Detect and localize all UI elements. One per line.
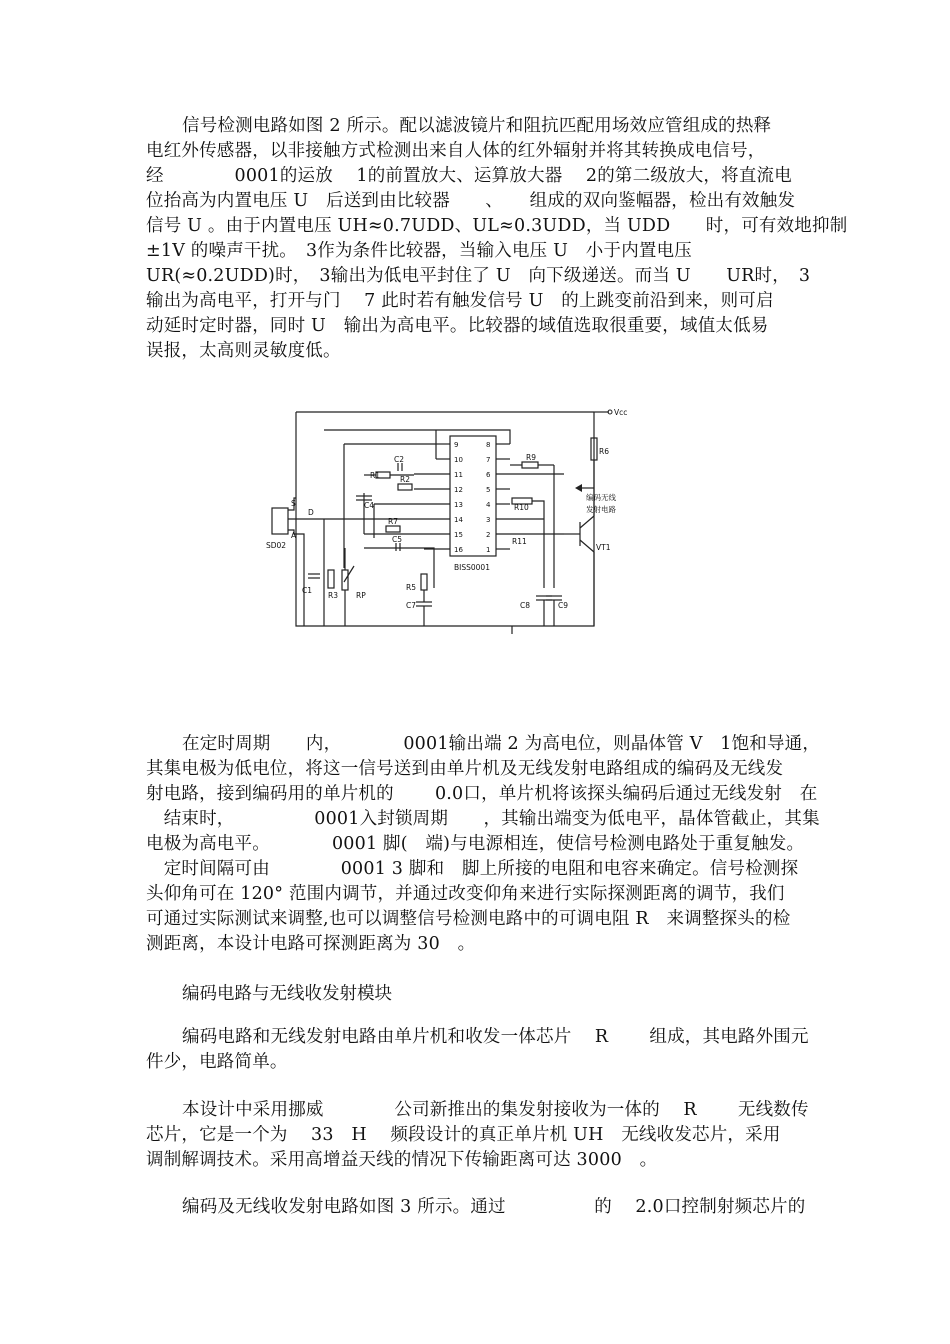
- chip-pin-number: 3: [486, 516, 491, 524]
- text-line: 信号检测电路如图 2 所示。配以滤波镜片和阻抗匹配用场效应管组成的热释: [182, 116, 772, 136]
- rp-label: RP: [356, 591, 366, 600]
- r5-label: R5: [406, 583, 416, 592]
- c7-label: C7: [406, 601, 417, 610]
- text-line: 芯片，它是一个为 33 H 频段设计的真正单片机 UH 无线收发芯片，采用: [146, 1125, 781, 1145]
- text-line: 动延时定时器，同时 U 输出为高电平。比较器的域值选取很重要，域值太低易: [146, 316, 769, 336]
- chip-pin-number: 11: [454, 471, 463, 479]
- chip-pin-number: 4: [486, 501, 491, 509]
- text-line: 测距离，本设计电路可探测距离为 30 。: [146, 934, 476, 954]
- r3-label: R3: [328, 591, 338, 600]
- vt1-label: VT1: [596, 543, 611, 552]
- text-line: ±1V 的噪声干扰。 3作为条件比较器，当输入电压 U 小于内置电压: [146, 241, 692, 261]
- circuit-diagram: [264, 398, 634, 638]
- chip-pin-number: 1: [486, 546, 491, 554]
- r7-label: R7: [388, 517, 398, 526]
- text-line: 编码及无线收发射电路如图 3 所示。通过 的 2.0口控制射频芯片的: [182, 1197, 806, 1217]
- r6-label: R6: [599, 447, 609, 456]
- text-line: 射电路，接到编码用的单片机的 0.0口，单片机将该探头编码后通过无线发射 在: [146, 784, 818, 804]
- paragraph-figure3: [146, 1195, 836, 1220]
- sensor-pin-s: S: [291, 499, 296, 508]
- text-line: 定时间隔可由 0001 3 脚和 脚上所接的电阻和电容来确定。信号检测探: [146, 859, 799, 879]
- text-line: 经 0001的运放 1的前置放大、运算放大器 2的第二级放大，将直流电: [146, 166, 792, 186]
- c2-label: C2: [394, 455, 405, 464]
- text-line: 件少，电路简单。: [146, 1052, 288, 1072]
- text-line: 电红外传感器，以非接触方式检测出来自人体的红外辐射并将其转换成电信号，: [146, 141, 766, 161]
- text-line: 可通过实际测试来调整,也可以调整信号检测电路中的可调电阻 R 来调整探头的检: [146, 909, 791, 929]
- chip-pin-number: 12: [454, 486, 463, 494]
- section-heading: 编码电路与无线收发射模块: [182, 984, 392, 1004]
- text-line: UR(≈0.2UDD)时， 3输出为低电平封住了 U 向下级递送。而当 U UR时， 3: [146, 266, 811, 286]
- text-line: 输出为高电平，打开与门 7 此时若有触发信号 U 的上跳变前沿到来，则可启: [146, 291, 774, 311]
- vcc-label: Vcc: [614, 408, 628, 417]
- tx-label-2: 发射电路: [586, 505, 616, 514]
- paragraph-encoding: [146, 1025, 836, 1075]
- chip-pin-number: 13: [454, 501, 463, 509]
- sensor-label: SD02: [266, 541, 287, 550]
- chip-label: BISS0001: [454, 563, 490, 572]
- chip-pin-number: 10: [454, 456, 463, 464]
- text-line: 本设计中采用挪威 公司新推出的集发射接收为一体的 R 无线数传: [182, 1100, 809, 1120]
- chip-pin-number: 5: [486, 486, 491, 494]
- text-line: 位抬高为内置电压 U 后送到由比较器 、 组成的双向鉴幅器，检出有效触发: [146, 191, 796, 211]
- paragraph-rf-chip: [146, 1098, 836, 1173]
- sensor-pin-a: A: [291, 531, 297, 540]
- text-line: 结束时， 0001入封锁周期 ，其输出端变为低电平，晶体管截止，其集: [146, 809, 820, 829]
- c6-label: C5: [392, 535, 403, 544]
- c8-label: C8: [520, 601, 531, 610]
- text-line: 编码电路和无线发射电路由单片机和收发一体芯片 R 组成，其电路外围元: [182, 1027, 809, 1047]
- text-line: 信号 U 。由于内置电压 UH≈0.7UDD、UL≈0.3UDD，当 UDD 时，可有效地抑制: [146, 216, 848, 236]
- r2-label: R2: [400, 475, 410, 484]
- chip-pin-number: 16: [454, 546, 463, 554]
- c1-label: C1: [302, 586, 313, 595]
- tx-label-1: 编码无线: [586, 493, 616, 502]
- r9-label: R9: [526, 453, 536, 462]
- text-line: 其集电极为低电位，将这一信号送到由单片机及无线发射电路组成的编码及无线发: [146, 759, 784, 779]
- chip-pin-number: 7: [486, 456, 491, 464]
- chip-pin-number: 9: [454, 441, 459, 449]
- paragraph-timing: [146, 732, 836, 957]
- text-line: 调制解调技术。采用高增益天线的情况下传输距离可达 3000 。: [146, 1150, 658, 1170]
- r11-label: R11: [512, 537, 527, 546]
- chip-pin-number: 8: [486, 441, 491, 449]
- chip-pin-number: 14: [454, 516, 463, 524]
- text-line: 误报，太高则灵敏度低。: [146, 341, 341, 361]
- chip-pin-number: 2: [486, 531, 491, 539]
- paragraph-signal-detection: [146, 114, 848, 364]
- text-line: 在定时周期 内， 0001输出端 2 为高电位，则晶体管 V 1饱和导通，: [182, 734, 821, 754]
- sensor-pin-d: D: [308, 508, 314, 517]
- r10-label: R10: [514, 503, 529, 512]
- c9-label: C9: [558, 601, 569, 610]
- c4-label: C4: [364, 501, 375, 510]
- text-line: 电极为高电平。 0001 脚( 端)与电源相连，使信号检测电路处于重复触发。: [146, 834, 805, 854]
- chip-pin-number: 15: [454, 531, 463, 539]
- chip-pin-number: 6: [486, 471, 491, 479]
- text-line: 头仰角可在 120° 范围内调节，并通过改变仰角来进行实际探测距离的调节，我们: [146, 884, 785, 904]
- r1-label: R1: [370, 471, 380, 480]
